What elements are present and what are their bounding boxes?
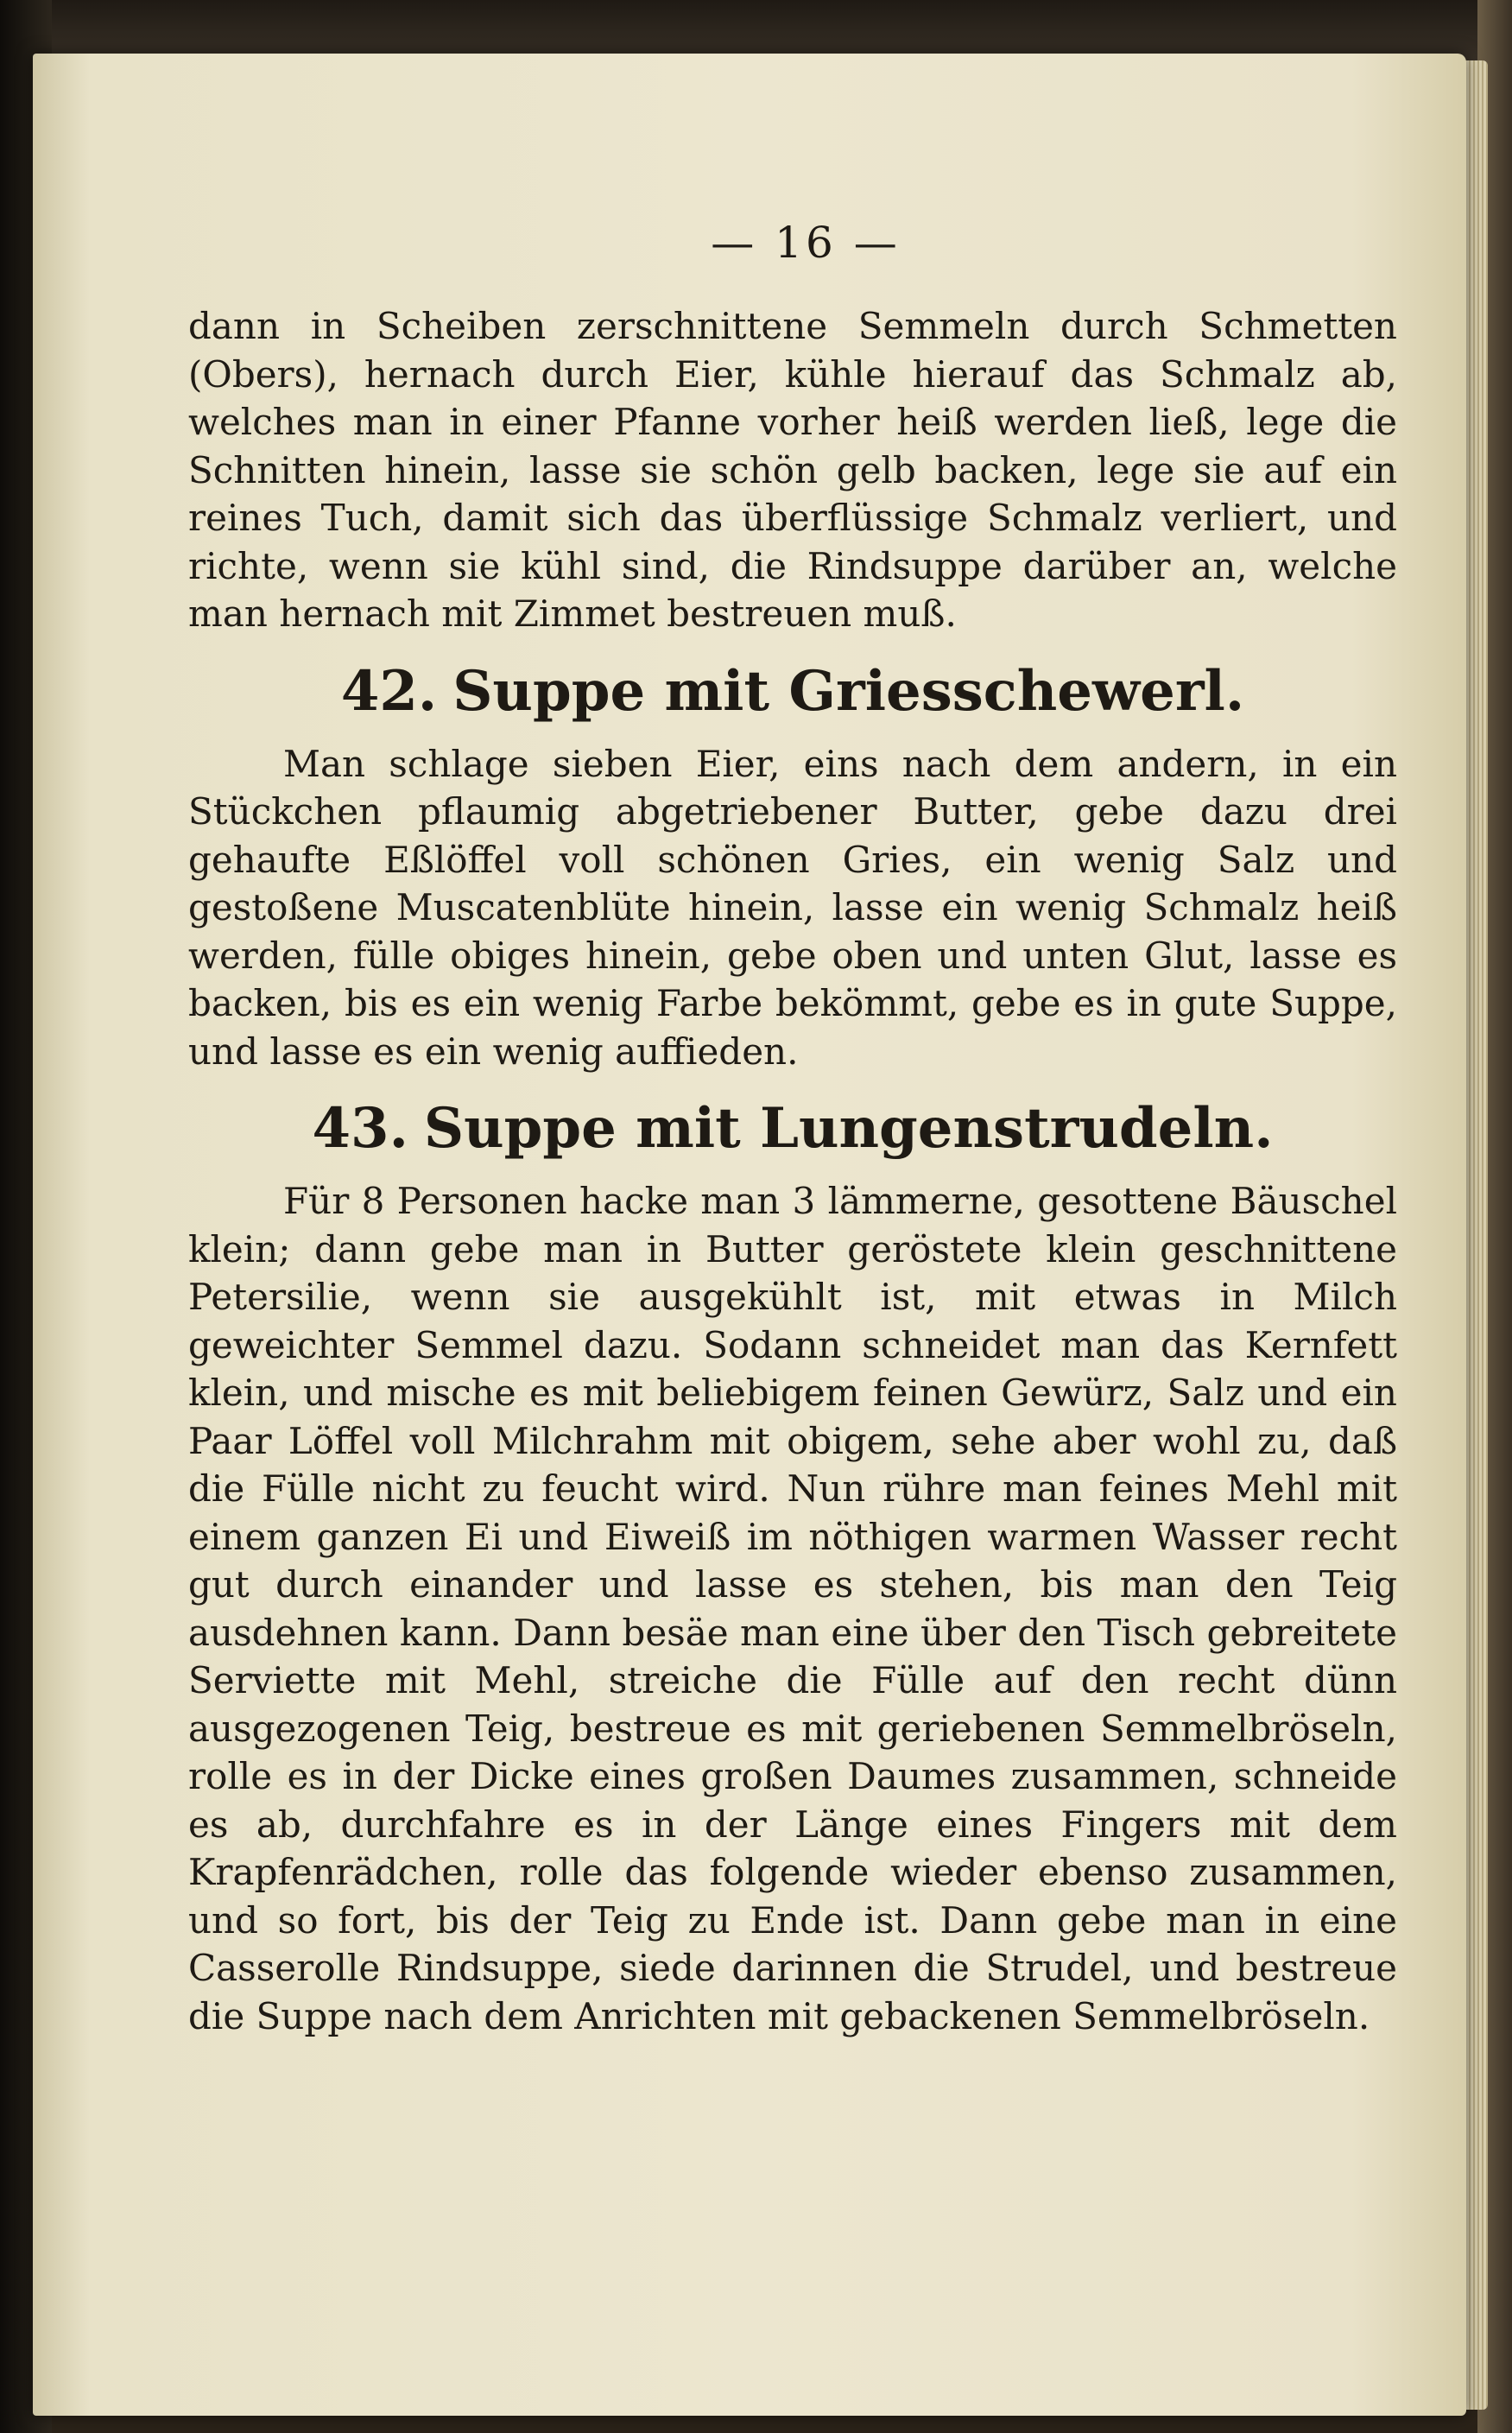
recipe-43-heading	[188, 1094, 1397, 1163]
book-page	[33, 54, 1466, 2416]
intro-paragraph: dann in Scheiben zerschnittene Semmeln durch Schmetten (Obers), hernach durch Eier, kühle hierauf das Schmalz ab, welches man in einer Pfanne vorher heiß werden ließ, lege die Schnitten hinein, lasse sie schön gelb backen, lege sie auf ein reines Tuch, damit sich das überflüssige Schmalz verliert, und richte, wenn sie kühl sind, die Rindsuppe darüber an, welche man hernach mit Zimmet bestreuen muß.	[188, 305, 1397, 635]
page-number: — 16 —	[711, 218, 901, 268]
recipe-42-title: Suppe mit Griesschewerl.	[452, 658, 1245, 724]
recipe-43-text: Für 8 Personen hacke man 3 lämmerne, gesottene Bäuschel klein; dann gebe man in Butter geröstete klein geschnittene Petersilie, wenn sie ausgekühlt ist, mit etwas in Milch geweichter Semmel dazu. Sodann schneidet man das Kernfett klein, und mische es mit beliebigem feinen Gewürz, Salz und ein Paar Löffel voll Milchrahm mit obigem, sehe aber wohl zu, daß die Fülle nicht zu feucht wird. Nun rühre man feines Mehl mit einem ganzen Ei und Eiweiß im nöthigen warmen Wasser recht gut durch einander und lasse es stehen, bis man den Teig ausdehnen kann. Dann besäe man eine über den Tisch gebreitete Serviette mit Mehl, streiche die Fülle auf den recht dünn ausgezogenen Teig, bestreue es mit geriebenen Semmelbröseln, rolle es in der Dicke eines großen Daumes zusammen, schneide es ab, durchfahre es in der Länge eines Fingers mit dem Krapfenrädchen, rolle das folgende wieder ebenso zusammen, und so fort, bis der Teig zu Ende ist. Dann gebe man in eine Casserolle Rindsuppe, siede darinnen die Strudel, und bestreue die Suppe nach dem Anrichten mit gebackenen Semmelbröseln.	[188, 1180, 1397, 2037]
recipe-42-heading	[188, 657, 1397, 726]
recipe-42-number: 42.	[340, 658, 438, 724]
recipe-43-title: Suppe mit Lungenstrudeln.	[423, 1096, 1274, 1161]
recipe-42-text: Man schlage sieben Eier, eins nach dem andern, in ein Stückchen pflaumig abgetriebener Butter, gebe dazu drei gehaufte Eßlöffel voll schönen Gries, ein wenig Salz und gestoßene Muscatenblüte hinein, lasse ein wenig Schmalz heiß werden, fülle obiges hinein, gebe oben und unten Glut, lasse es backen, bis es ein wenig Farbe bekömmt, gebe es in gute Suppe, und lasse es ein wenig auffieden.	[188, 742, 1397, 1073]
page-content	[188, 218, 1397, 2040]
recipe-43-number: 43.	[312, 1096, 408, 1161]
